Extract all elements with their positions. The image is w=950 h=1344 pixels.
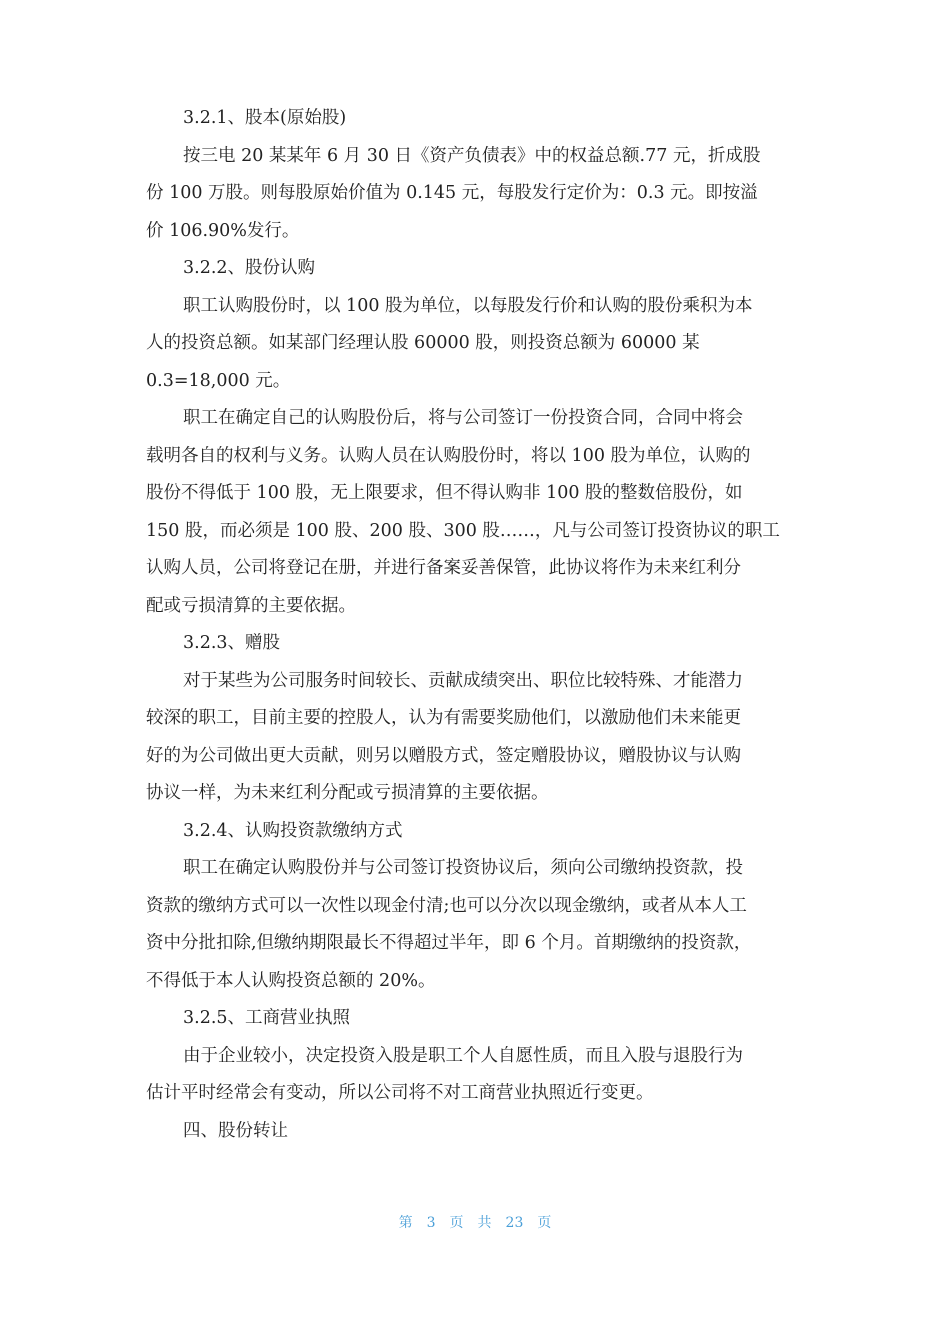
page-number-footer: [0, 1212, 950, 1232]
paragraph-line: 好的为公司做出更大贡献，则另以赠股方式，签定赠股协议，赠股协议与认购: [146, 745, 741, 766]
paragraph-line: 较深的职工，目前主要的控股人，认为有需要奖励他们，以激励他们未来能更: [146, 708, 741, 728]
document-body: [146, 100, 806, 1150]
paragraph-line: 估计平时经常会有变动，所以公司将不对工商营业执照近行变更。: [146, 1083, 654, 1103]
paragraph-line: 人的投资总额。如某部门经理认股 60000 股，则投资总额为 60000 某: [146, 333, 700, 353]
paragraph-line: 配或亏损清算的主要依据。: [146, 595, 356, 616]
paragraph-line: 价 106.90%发行。: [146, 220, 300, 241]
paragraph-line: 认购人员，公司将登记在册，并进行备案妥善保管，此协议将作为未来红利分: [146, 558, 741, 578]
paragraph-line: 由于企业较小，决定投资入股是职工个人自愿性质，而且入股与退股行为: [183, 1045, 743, 1066]
paragraph-line: 0.3=18,000 元。: [146, 370, 291, 391]
paragraph-line: 职工在确定自己的认购股份后，将与公司签订一份投资合同，合同中将会: [183, 408, 743, 428]
paragraph-line: 150 股，而必须是 100 股、200 股、300 股……，凡与公司签订投资协议的职工: [146, 520, 780, 541]
paragraph-line: 载明各自的权利与义务。认购人员在认购股份时，将以 100 股为单位，认购的: [146, 445, 751, 466]
paragraph-line: 资中分批扣除,但缴纳期限最长不得超过半年，即 6 个月。首期缴纳的投资款，: [146, 933, 752, 953]
section-heading-4: 四、股份转让: [183, 1120, 288, 1141]
section-heading-3-2-2: 3.2.2、股份认购: [183, 258, 316, 278]
paragraph-line: 对于某些为公司服务时间较长、贡献成绩突出、职位比较特殊、才能潜力: [183, 670, 743, 691]
section-heading-3-2-5: 3.2.5、工商营业执照: [183, 1008, 351, 1028]
paragraph-line: 职工认购股份时，以 100 股为单位，以每股发行价和认购的股份乘积为本: [183, 295, 753, 316]
paragraph-line: 按三电 20 某某年 6 月 30 日《资产负债表》中的权益总额.77 元，折成股: [183, 145, 761, 166]
total-page-count: 23: [505, 1215, 524, 1231]
paragraph-line: 份 100 万股。则每股原始价值为 0.145 元，每股发行定价为：0.3 元。即按溢: [146, 183, 758, 203]
paragraph-line: 协议一样，为未来红利分配或亏损清算的主要依据。: [146, 783, 549, 803]
footer-text: 页: [449, 1215, 464, 1231]
footer-text: 第: [398, 1215, 413, 1231]
current-page-number: 3: [426, 1215, 436, 1231]
paragraph-line: 职工在确定认购股份并与公司签订投资协议后，须向公司缴纳投资款，投: [183, 858, 743, 878]
paragraph-line: 股份不得低于 100 股，无上限要求，但不得认购非 100 股的整数倍股份，如: [146, 483, 743, 503]
paragraph-line: 资款的缴纳方式可以一次性以现金付清;也可以分次以现金缴纳，或者从本人工: [146, 895, 747, 916]
footer-text: 页: [537, 1215, 552, 1231]
section-heading-3-2-1: 3.2.1、股本(原始股): [183, 108, 347, 128]
section-heading-3-2-4: 3.2.4、认购投资款缴纳方式: [183, 820, 403, 841]
section-heading-3-2-3: 3.2.3、赠股: [183, 633, 281, 653]
paragraph-line: 不得低于本人认购投资总额的 20%。: [146, 970, 436, 991]
footer-text: 共: [477, 1215, 492, 1231]
